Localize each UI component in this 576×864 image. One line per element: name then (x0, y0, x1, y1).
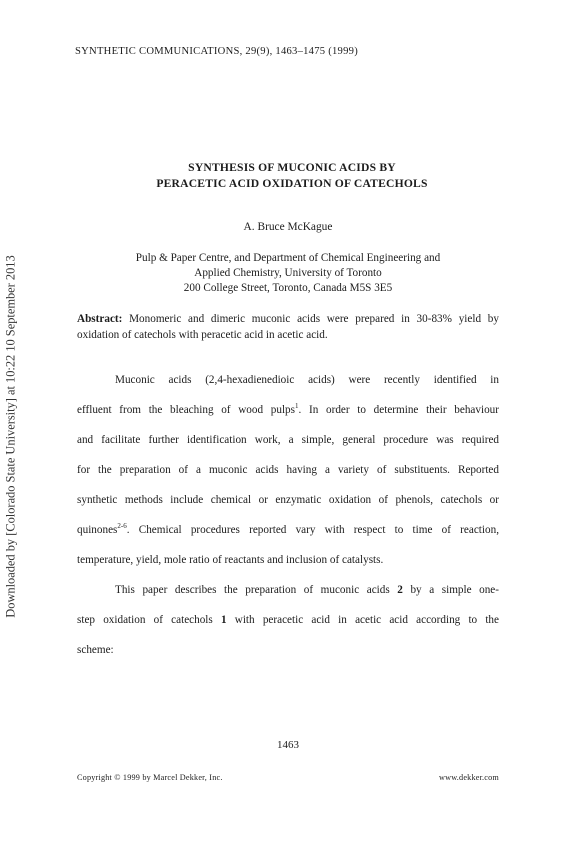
affiliation-line-3: 200 College Street, Toronto, Canada M5S 3E5 (183, 282, 393, 294)
para1-line-2-text-b: . In order to determine their behaviour (298, 404, 499, 416)
compound-number: 1 (220, 614, 227, 626)
para2-line-2-text-a: step oxidation of catechols (77, 614, 221, 626)
para1-line-6 (77, 524, 499, 536)
abstract (77, 311, 499, 343)
affiliation-line-2: Applied Chemistry, University of Toronto (194, 267, 382, 279)
para1-line-2-text-a: effluent from the bleaching of wood pulps (77, 404, 296, 416)
para1-line-6-text-b: . Chemical procedures reported vary with respect to time of reaction, (126, 524, 499, 536)
title-line-1: SYNTHESIS OF MUCONIC ACIDS BY (188, 161, 396, 174)
page-number: 1463 (277, 739, 299, 751)
paper-title (0, 160, 576, 192)
para1-line-6-text-a: quinones (77, 524, 118, 536)
affiliation-line-1: Pulp & Paper Centre, and Department of Chemical Engineering and (135, 252, 441, 264)
para1-line-7: temperature, yield, mole ratio of reactants and inclusion of catalysts. (77, 554, 384, 566)
publisher-url: www.dekker.com (438, 773, 499, 782)
para1-line-4: for the preparation of a muconic acids having a variety of substituents. Reported (77, 464, 499, 476)
abstract-label: Abstract: (77, 313, 123, 325)
author-name: A. Bruce McKague (243, 221, 333, 233)
title-line-2: PERACETIC ACID OXIDATION OF CATECHOLS (156, 177, 428, 190)
para1-line-3: and facilitate further identification work, a simple, general procedure was required (77, 434, 499, 446)
para2-line-1-text-a: This paper describes the preparation of muconic acids (115, 584, 398, 596)
compound-number: 2 (397, 584, 403, 596)
abstract-text: Monomeric and dimeric muconic acids were prepared in 30-83% yield by oxidation of catechols with peracetic acid in acetic acid. (77, 313, 499, 341)
para2-line-2-text-c: with peracetic acid in acetic acid according to the (226, 614, 499, 626)
copyright-notice: Copyright © 1999 by Marcel Dekker, Inc. (77, 773, 223, 782)
para2-line-2 (77, 614, 499, 626)
para2-line-1 (115, 584, 499, 596)
para1-line-5: synthetic methods include chemical or enzymatic oxidation of phenols, catechols or (77, 494, 499, 506)
reference-marker: 1 (295, 402, 299, 410)
para1-line-2 (77, 404, 499, 416)
para1-line-1: Muconic acids (2,4-hexadienedioic acids) were recently identified in (115, 374, 499, 386)
download-watermark-text: Downloaded by [Colorado State University] at 10:22 10 September 2013 (3, 254, 18, 618)
journal-header: SYNTHETIC COMMUNICATIONS, 29(9), 1463–1475 (1999) (75, 46, 358, 57)
reference-marker: 2-6 (117, 522, 127, 530)
affiliation (0, 251, 576, 296)
para2-line-3: scheme: (77, 644, 114, 656)
para2-line-1-text-c: by a simple one- (402, 584, 499, 596)
download-watermark (0, 236, 22, 636)
